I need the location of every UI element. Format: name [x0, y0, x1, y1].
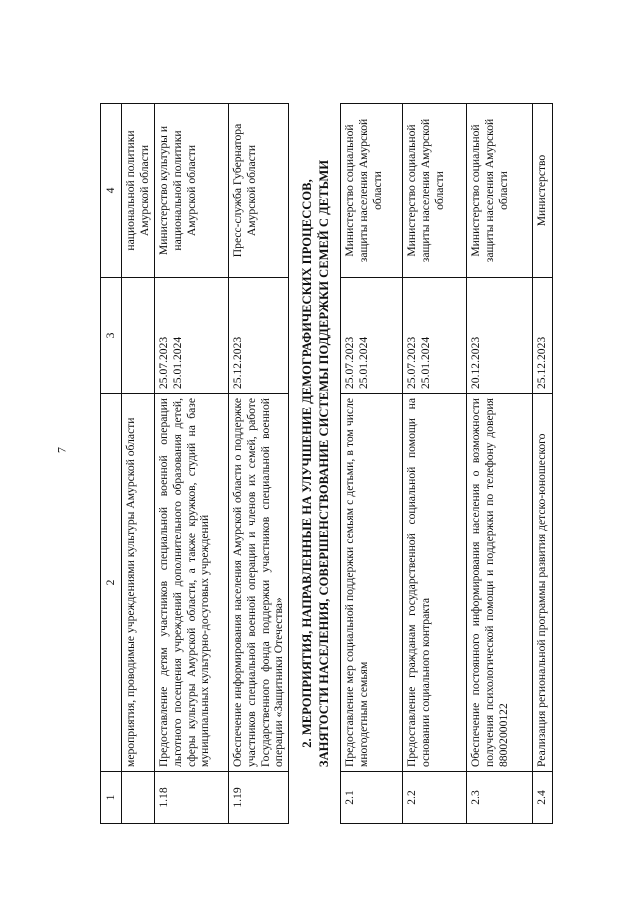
- table-row: [403, 104, 467, 824]
- table-row: [533, 104, 553, 824]
- row-number: 1.18: [154, 772, 228, 824]
- section-heading: [289, 104, 341, 824]
- row-number: 2.2: [403, 772, 467, 824]
- header-col-4: 4: [101, 104, 122, 278]
- row-description: Обеспечение постоянного информирования населения о возможности получения психологической помощи и поддержки по телефону доверия 88002000122: [467, 394, 533, 772]
- table-header-row: [101, 104, 122, 824]
- row-responsible: Министерство социальной защиты населения Амурской области: [403, 104, 467, 278]
- row-description: Обеспечение информирования населения Амурской области о поддержке участников специальной военной операции и членов их семей, работе Государственного фонда поддержки участников специальной военной операции «Защитники Отечества»: [228, 394, 289, 772]
- row-date: 25.07.2023: [343, 336, 357, 389]
- header-col-1: 1: [101, 772, 122, 824]
- row-dates: [228, 278, 289, 394]
- row-responsible: Министерство культуры и национальной политики Амурской области: [154, 104, 228, 278]
- row-dates: [121, 278, 154, 394]
- row-date: 25.01.2024: [418, 336, 432, 389]
- row-description: Предоставление гражданам государственной социальной помощи на основании социального контракта: [403, 394, 467, 772]
- table-row: [154, 104, 228, 824]
- row-responsible: Министерство социальной защиты населения Амурской области: [467, 104, 533, 278]
- row-number: [121, 772, 154, 824]
- table-row: [467, 104, 533, 824]
- header-col-3: 3: [101, 278, 122, 394]
- section-heading-row: [289, 104, 341, 824]
- row-date: 20.12.2023: [469, 336, 483, 389]
- row-number: 2.3: [467, 772, 533, 824]
- table-row: [228, 104, 289, 824]
- measures-table: [100, 103, 553, 824]
- row-dates: [403, 278, 467, 394]
- table-row: [341, 104, 403, 824]
- document-rotated-area: [100, 44, 640, 824]
- row-number: 2.1: [341, 772, 403, 824]
- row-date: 25.07.2023: [405, 336, 419, 389]
- row-responsible: Министерство социальной защиты населения Амурской области: [341, 104, 403, 278]
- header-col-2: 2: [101, 394, 122, 772]
- table-row: [121, 104, 154, 824]
- row-dates: [154, 278, 228, 394]
- row-responsible: Министерство: [533, 104, 553, 278]
- row-date: 25.01.2024: [170, 336, 184, 389]
- row-description: Реализация региональной программы развития детско-юношеского: [533, 394, 553, 772]
- row-dates: [341, 278, 403, 394]
- row-date: 25.01.2024: [356, 336, 370, 389]
- section-heading-line-1: 2. МЕРОПРИЯТИЯ, НАПРАВЛЕННЫЕ НА УЛУЧШЕНИЕ ДЕМОГРАФИЧЕСКИХ ПРОЦЕССОВ,: [300, 179, 315, 748]
- document-sheet: [100, 104, 640, 824]
- row-description: Предоставление мер социальной поддержки семьям с детьми, в том числе многодетным семьям: [341, 394, 403, 772]
- row-number: 2.4: [533, 772, 553, 824]
- row-date: 25.12.2023: [535, 336, 549, 389]
- page-number: 7: [54, 447, 69, 453]
- row-date: 25.07.2023: [156, 336, 170, 389]
- row-description: Предоставление детям участников специальной военной операции льготного посещения учреждений дополнительного образования детей, сферы культуры Амурской области, а также кружков, студий на базе муниципальных культурно-досуговых учреждений: [154, 394, 228, 772]
- row-number: 1.19: [228, 772, 289, 824]
- row-responsible: национальной политики Амурской области: [121, 104, 154, 278]
- row-dates: [533, 278, 553, 394]
- row-date: 25.12.2023: [230, 336, 244, 389]
- row-dates: [467, 278, 533, 394]
- section-heading-line-2: ЗАНЯТОСТИ НАСЕЛЕНИЯ, СОВЕРШЕНСТВОВАНИЕ СИСТЕМЫ ПОДДЕРЖКИ СЕМЕЙ С ДЕТЬМИ: [316, 159, 331, 768]
- row-responsible: Пресс-служба Губернатора Амурской области: [228, 104, 289, 278]
- row-description: мероприятия, проводимые учреждениями культуры Амурской области: [121, 394, 154, 772]
